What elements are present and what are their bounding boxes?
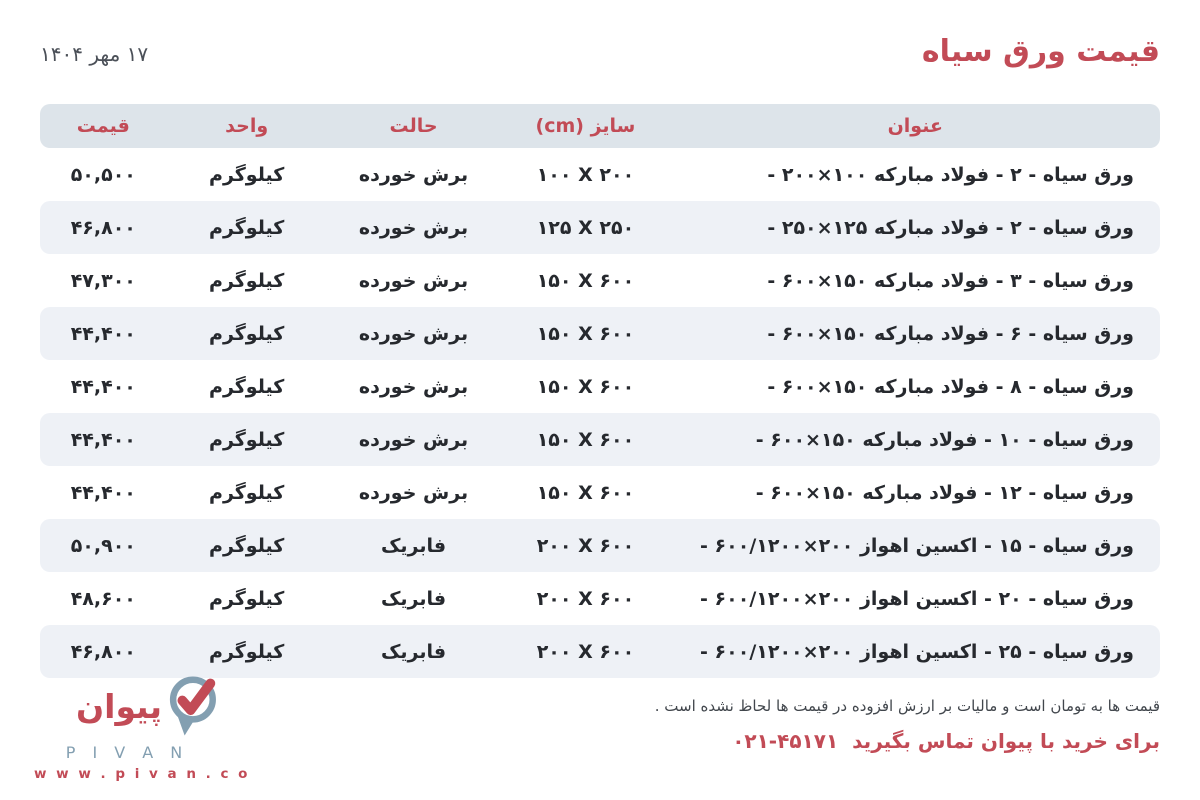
table-row [40,360,1160,413]
cell-unit: کیلوگرم [209,322,285,345]
date-label: ۱۷ مهر ۱۴۰۴ [40,42,149,66]
table-row [40,201,1160,254]
table-row [40,466,1160,519]
cell-price: ۴۷,۳۰۰ [70,269,136,292]
table-row [40,413,1160,466]
cell-size: ۱۰۰ X ۲۰۰ [536,163,635,186]
cell-unit: کیلوگرم [209,640,285,663]
cell-title: ورق سیاه - ۸ - فولاد مبارکه ۱۵۰×۶۰۰ - [767,375,1134,398]
cell-title: ورق سیاه - ۲ - فولاد مبارکه ۱۲۵×۲۵۰ - [767,216,1134,239]
logo-persian-name: پیوان [75,686,162,726]
pivan-bubble-check-icon [164,671,220,741]
cell-size: ۲۰۰ X ۶۰۰ [536,534,635,557]
column-header-state: حالت [389,115,438,137]
cell-price: ۵۰,۵۰۰ [70,163,136,186]
cell-state: برش خورده [358,269,469,292]
cell-title: ورق سیاه - ۲۵ - اکسین اهواز ۲۰۰×۶۰۰/۱۲۰۰ - [700,640,1134,663]
cell-state: برش خورده [358,163,469,186]
page-title: قیمت ورق سیاه [921,34,1160,69]
column-header-price: قیمت [76,115,130,137]
table-row [40,148,1160,201]
cell-unit: کیلوگرم [209,587,285,610]
cell-size: ۱۲۵ X ۲۵۰ [536,216,635,239]
cell-state: برش خورده [358,216,469,239]
table-body [40,148,1160,678]
phone-number: ۰۲۱-۴۵۱۷۱ [732,729,839,753]
cell-unit: کیلوگرم [209,216,285,239]
logo-website: w w w . p i v a n . c o [34,766,250,782]
cell-price: ۴۸,۶۰۰ [70,587,136,610]
cell-price: ۴۴,۴۰۰ [70,481,136,504]
table-row [40,307,1160,360]
cell-unit: کیلوگرم [209,481,285,504]
cell-state: برش خورده [358,375,469,398]
column-header-unit: واحد [225,115,269,137]
cell-title: ورق سیاه - ۶ - فولاد مبارکه ۱۵۰×۶۰۰ - [767,322,1134,345]
cell-title: ورق سیاه - ۱۰ - فولاد مبارکه ۱۵۰×۶۰۰ - [755,428,1134,451]
column-header-title: عنوان [887,115,943,137]
cell-size: ۱۵۰ X ۶۰۰ [536,322,635,345]
cell-size: ۱۵۰ X ۶۰۰ [536,428,635,451]
cell-price: ۴۴,۴۰۰ [70,322,136,345]
cell-title: ورق سیاه - ۱۲ - فولاد مبارکه ۱۵۰×۶۰۰ - [755,481,1134,504]
table-row [40,519,1160,572]
cell-price: ۴۶,۸۰۰ [70,216,136,239]
table-header-row [40,104,1160,148]
cell-price: ۴۴,۴۰۰ [70,428,136,451]
cell-size: ۱۵۰ X ۶۰۰ [536,375,635,398]
cell-price: ۴۴,۴۰۰ [70,375,136,398]
cell-size: ۲۰۰ X ۶۰۰ [536,640,635,663]
cell-state: برش خورده [358,428,469,451]
logo-latin-name: P I V A N [65,743,189,762]
cell-title: ورق سیاه - ۱۵ - اکسین اهواز ۲۰۰×۶۰۰/۱۲۰۰ - [700,534,1134,557]
cell-state: برش خورده [358,481,469,504]
cell-price: ۴۶,۸۰۰ [70,640,136,663]
pivan-logo [34,671,250,782]
cell-title: ورق سیاه - ۲ - فولاد مبارکه ۱۰۰×۲۰۰ - [767,163,1134,186]
cell-title: ورق سیاه - ۲۰ - اکسین اهواز ۲۰۰×۶۰۰/۱۲۰۰ - [700,587,1134,610]
cell-title: ورق سیاه - ۳ - فولاد مبارکه ۱۵۰×۶۰۰ - [767,269,1134,292]
cell-size: ۲۰۰ X ۶۰۰ [536,587,635,610]
cell-unit: کیلوگرم [209,163,285,186]
column-header-size: سایز (cm) [535,115,636,137]
logo-lockup [34,671,220,741]
cell-unit: کیلوگرم [209,269,285,292]
cell-state: برش خورده [358,322,469,345]
cell-unit: کیلوگرم [209,375,285,398]
cell-unit: کیلوگرم [209,428,285,451]
cell-unit: کیلوگرم [209,534,285,557]
price-table [40,104,1160,678]
cell-size: ۱۵۰ X ۶۰۰ [536,269,635,292]
cell-state: فابریک [380,587,447,610]
cell-price: ۵۰,۹۰۰ [70,534,136,557]
topbar [0,0,1200,70]
cell-state: فابریک [380,534,447,557]
disclaimer-note: قیمت ها به تومان است و مالیات بر ارزش افزوده در قیمت ها لحاظ نشده است . [654,697,1160,715]
cell-size: ۱۵۰ X ۶۰۰ [536,481,635,504]
cell-state: فابریک [380,640,447,663]
table-row [40,254,1160,307]
footer-notes [655,697,1160,753]
contact-text: برای خرید با پیوان تماس بگیرید [852,729,1160,753]
table-row [40,572,1160,625]
contact-line [655,729,1160,753]
